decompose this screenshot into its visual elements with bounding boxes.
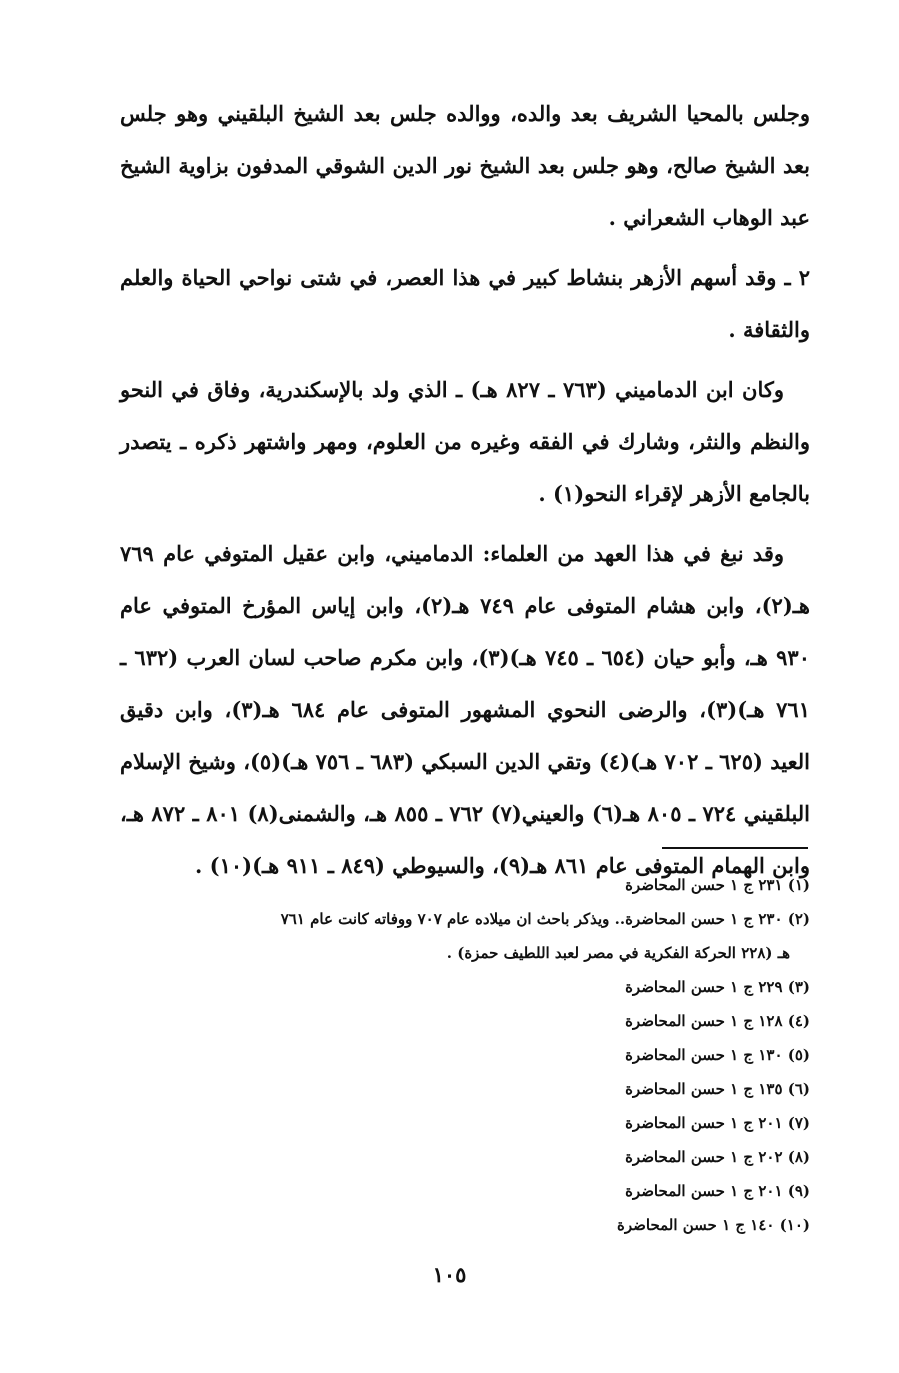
paragraph-2: ٢ ـ وقد أسهم الأزهر بنشاط كبير في هذا العصر، في شتى نواحي الحياة والعلم والثقافة .: [120, 265, 810, 342]
footnote-separator: [662, 847, 808, 849]
footnote-1: (١) ٢٣١ ج ١ حسن المحاضرة: [625, 876, 810, 894]
footnote-2-continuation: [120, 936, 810, 970]
footnote-3: (٣) ٢٢٩ ج ١ حسن المحاضرة: [625, 978, 810, 996]
paragraph-4: وقد نبغ في هذا العهد من العلماء: الدماميني، وابن عقيل المتوفي عام ٧٦٩ هـ(٢)، وابن هشام المتوفى عام ٧٤٩ هـ(٢)، وابن إياس المؤرخ المتوفي عام ٩٣٠ هـ، وأبو حيان (٦٥٤ ـ ٧٤٥ هـ)(٣)، وابن مكرم صاحب لسان العرب (٦٣٢ ـ ٧٦١ هـ)(٣)، والرضى النحوي المشهور المتوفى عام ٦٨٤ هـ(٣)، وابن دقيق العيد (٦٢٥ ـ ٧٠٢ هـ)(٤) وتقي الدين السبكي (٦٨٣ ـ ٧٥٦ هـ)(٥)، وشيخ الإسلام البلقيني ٧٢٤ ـ ٨٠٥ هـ(٦) والعيني(٧) ٧٦٢ ـ ٨٥٥ هـ، والشمنى(٨) ٨٠١ ـ ٨٧٢ هـ، وابن الهمام المتوفى عام ٨٦١ هـ(٩)، والسيوطي (٨٤٩ ـ ٩١١ هـ)(١٠) .: [120, 541, 811, 878]
footnote-10: (١٠) ١٤٠ ج ١ حسن المحاضرة: [617, 1216, 810, 1234]
page-number: ١٠٥: [432, 1262, 467, 1287]
paragraph-1: وجلس بالمحيا الشريف بعد والده، ووالده جلس بعد الشيخ البلقيني وهو جلس بعد الشيخ صالح، وهو جلس بعد الشيخ نور الدين الشوقي المدفون بزاوية الشيخ عبد الوهاب الشعراني .: [120, 101, 810, 230]
footnote-9: (٩) ٢٠١ ج ١ حسن المحاضرة: [625, 1182, 810, 1200]
footnote-7: (٧) ٢٠١ ج ١ حسن المحاضرة: [625, 1114, 810, 1132]
footnotes: [120, 868, 810, 1242]
footnote-2: (٢) ٢٣٠ ج ١ حسن المحاضرة.. ويذكر باحث ان ميلاده عام ٧٠٧ ووفاته كانت عام ٧٦١: [280, 910, 810, 928]
footnote-8: (٨) ٢٠٢ ج ١ حسن المحاضرة: [625, 1148, 810, 1166]
footnote-6: (٦) ١٣٥ ج ١ حسن المحاضرة: [625, 1080, 810, 1098]
main-text: [120, 88, 810, 900]
footnote-4: (٤) ١٢٨ ج ١ حسن المحاضرة: [625, 1012, 810, 1030]
footnote-2-continuation-text: هـ (٢٢٨ الحركة الفكرية في مصر لعبد اللطيف حمزة) .: [446, 944, 790, 962]
paragraph-3: وكان ابن الدماميني (٧٦٣ ـ ٨٢٧ هـ) ـ الذي ولد بالإسكندرية، وفاق في النحو والنظم والنثر، وشارك في الفقه وغيره من العلوم، ومهر واشتهر ذكره ـ يتصدر بالجامع الأزهر لإقراء النحو(١) .: [120, 377, 810, 506]
footnote-5: (٥) ١٣٠ ج ١ حسن المحاضرة: [625, 1046, 810, 1064]
